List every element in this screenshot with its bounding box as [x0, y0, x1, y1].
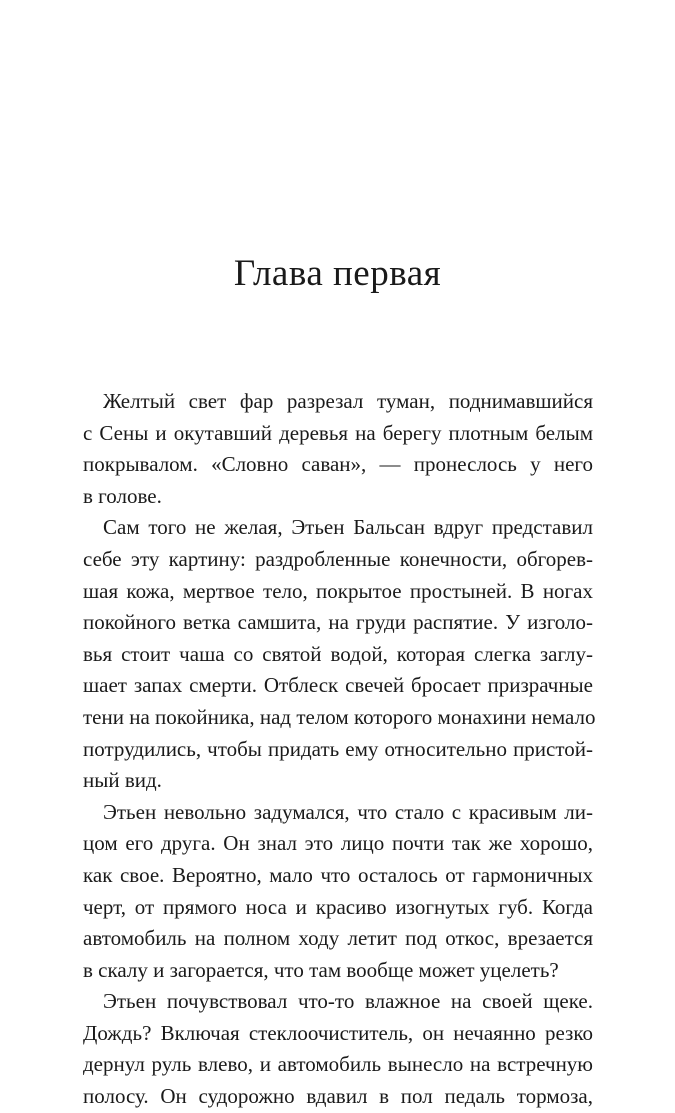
- text-line: Сам того не желая, Этьен Бальсан вдруг представил: [103, 515, 593, 540]
- text-line: себе эту картину: раздробленные конечности, обгорев-: [83, 546, 593, 571]
- text-line: шает запах смерти. Отблеск свечей бросает призрачные: [83, 673, 593, 698]
- text-line: потрудились, чтобы придать ему относительно пристой-: [83, 736, 593, 761]
- text-line: дернул руль влево, и автомобиль вынесло на встречную: [83, 1052, 593, 1077]
- text-line: как свое. Вероятно, мало что осталось от гармоничных: [83, 862, 593, 887]
- text-line: автомобиль на полном ходу летит под откос, врезается: [83, 926, 593, 951]
- paragraph-2: [83, 512, 596, 796]
- body-text: [83, 386, 596, 1113]
- text-line: вья стоит чаша со святой водой, которая слегка заглу-: [83, 641, 593, 666]
- paragraph-1: [83, 386, 593, 512]
- paragraph-4: [83, 986, 593, 1112]
- text-line: покойного ветка самшита, на груди распятие. У изголо-: [83, 610, 593, 635]
- text-line: черт, от прямого носа и красиво изогнутых губ. Когда: [83, 894, 593, 919]
- paragraph-3: [83, 797, 593, 987]
- chapter-title: Глава первая: [233, 253, 442, 294]
- text-line: в скалу и загорается, что там вообще может уцелеть?: [83, 957, 559, 982]
- text-line: с Сены и окутавший деревья на берегу плотным белым: [83, 420, 593, 445]
- text-line: в голове.: [83, 483, 162, 508]
- text-line: тени на покойника, над телом которого монахини немало: [83, 704, 596, 729]
- text-line: ный вид.: [83, 768, 162, 793]
- text-line: Дождь? Включая стеклоочиститель, он нечаянно резко: [83, 1020, 593, 1045]
- text-line: шая кожа, мертвое тело, покрытое простыней. В ногах: [83, 578, 593, 603]
- text-line: Желтый свет фар разрезал туман, поднимавшийся: [103, 389, 593, 413]
- text-line: Этьен невольно задумался, что стало с красивым ли-: [103, 799, 593, 824]
- text-line: покрывалом. «Словно саван», — пронеслось у него: [83, 452, 593, 477]
- text-line: цом его друга. Он знал это лицо почти так же хорошо,: [83, 831, 593, 856]
- text-line: Этьен почувствовал что-то влажное на своей щеке.: [103, 989, 593, 1014]
- text-line: полосу. Он судорожно вдавил в пол педаль тормоза,: [83, 1084, 593, 1109]
